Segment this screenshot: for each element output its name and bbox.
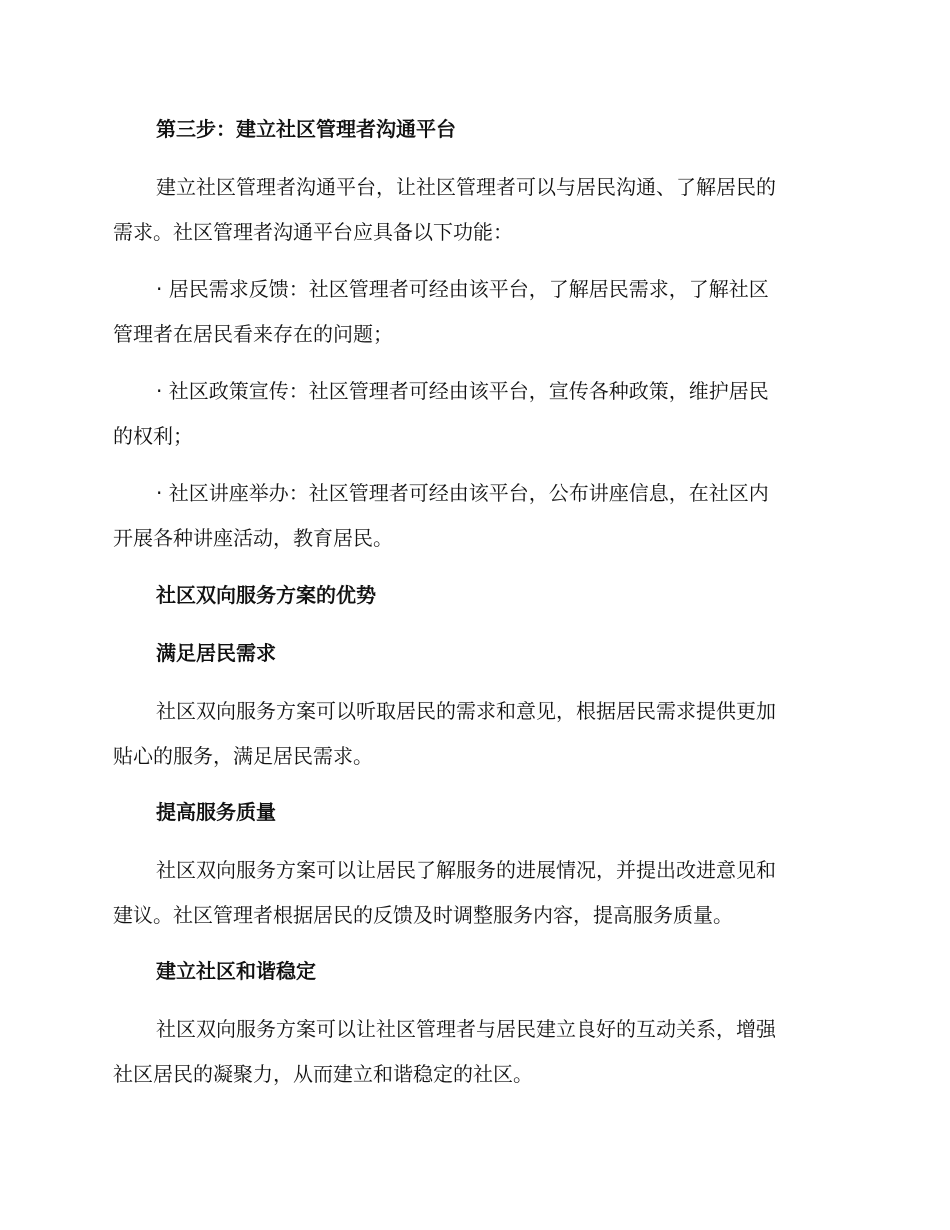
step3-heading: 第三步：建立社区管理者沟通平台: [156, 117, 456, 141]
paragraph-line: 贴心的服务，满足居民需求。: [113, 744, 373, 768]
paragraph-line: 建议。社区管理者根据居民的反馈及时调整服务内容，提高服务质量。: [113, 903, 733, 927]
paragraph-line: 社区居民的凝聚力，从而建立和谐稳定的社区。: [113, 1062, 533, 1086]
paragraph-line: 建立社区管理者沟通平台，让社区管理者可以与居民沟通、了解居民的: [156, 175, 776, 199]
paragraph-line: 社区双向服务方案可以听取居民的需求和意见，根据居民需求提供更加: [156, 699, 776, 723]
paragraph-line: 需求。社区管理者沟通平台应具备以下功能：: [113, 220, 513, 244]
section-paragraph-harmony: [113, 1007, 833, 1097]
bullet-lecture-hosting: [113, 471, 833, 561]
advantages-heading: 社区双向服务方案的优势: [156, 583, 376, 607]
section-heading-meet-needs: 满足居民需求: [156, 641, 276, 665]
bullet-line: · 社区政策宣传：社区管理者可经由该平台，宣传各种政策，维护居民: [156, 379, 769, 403]
bullet-policy-promotion: [113, 369, 833, 459]
bullet-line: 管理者在居民看来存在的问题；: [113, 322, 393, 346]
bullet-line: · 居民需求反馈：社区管理者可经由该平台，了解居民需求，了解社区: [156, 277, 769, 301]
section-heading-service-quality: 提高服务质量: [156, 800, 276, 824]
paragraph-line: 社区双向服务方案可以让居民了解服务的进展情况，并提出改进意见和: [156, 858, 776, 882]
step3-intro-paragraph: [113, 165, 833, 255]
bullet-line: 开展各种讲座活动，教育居民。: [113, 526, 393, 550]
bullet-line: · 社区讲座举办：社区管理者可经由该平台，公布讲座信息，在社区内: [156, 481, 769, 505]
bullet-line: 的权利；: [113, 424, 193, 448]
section-paragraph-meet-needs: [113, 689, 833, 779]
section-heading-harmony: 建立社区和谐稳定: [156, 959, 316, 983]
section-paragraph-service-quality: [113, 848, 833, 938]
bullet-resident-feedback: [113, 267, 833, 357]
paragraph-line: 社区双向服务方案可以让社区管理者与居民建立良好的互动关系，增强: [156, 1017, 776, 1041]
